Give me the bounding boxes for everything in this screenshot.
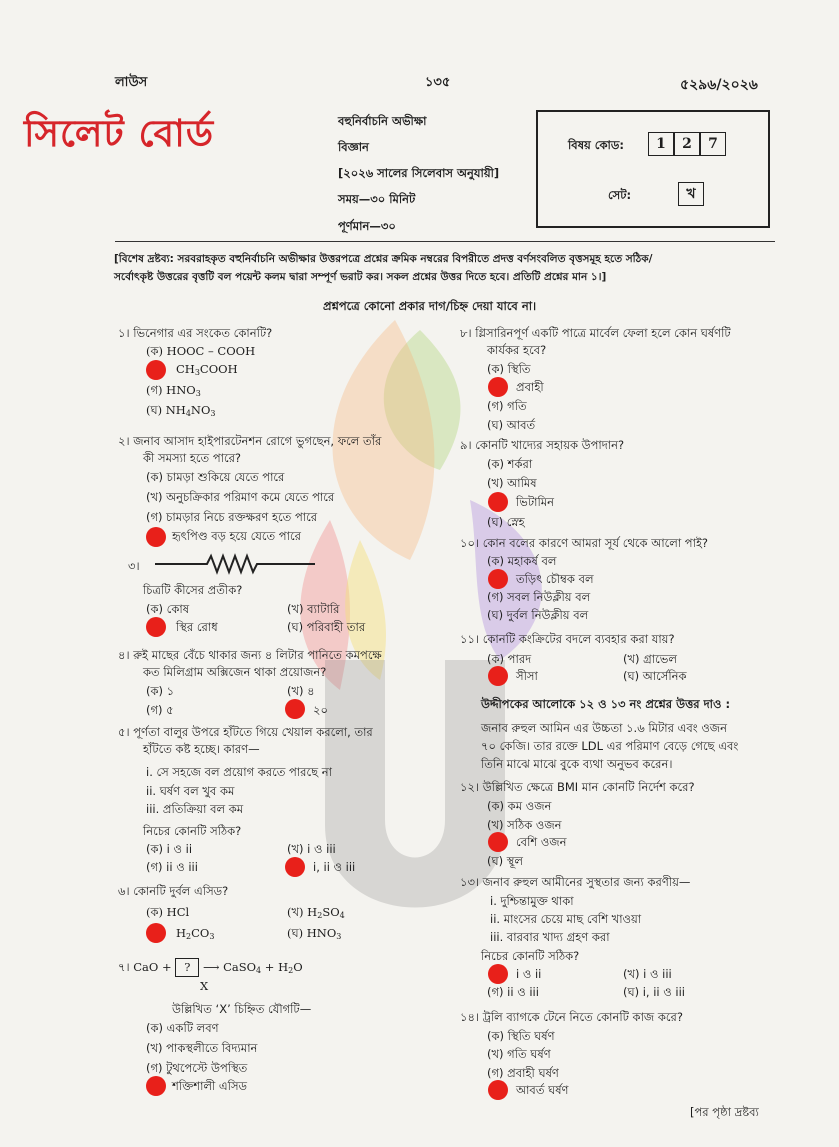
q11-option-a: (ক) পারদ <box>487 652 532 666</box>
q14-option-b: (খ) গতি ঘর্ষণ <box>487 1047 551 1061</box>
next-page-note: [পর পৃষ্ঠা দ্রষ্টব্য <box>690 1105 759 1119</box>
answer-marker <box>488 569 508 589</box>
q11-option-b: (খ) গ্রাভেল <box>623 652 677 666</box>
q4-option-c: (গ) ৫ <box>146 703 174 717</box>
q14-option-c: (গ) প্রবাহী ঘর্ষণ <box>487 1066 559 1080</box>
q7-equation: ৭। CaO + ? ⟶ CaSO$_4$ + $H_2O$ <box>118 960 303 975</box>
q2-option-c: (গ) চামড়ার নিচে রক্তক্ষরণ হতে পারে <box>146 510 318 524</box>
q5-option-a: (ক) i ও ii <box>146 842 193 856</box>
answer-marker <box>285 699 305 719</box>
stem-title: উদ্দীপকের আলোকে ১২ ও ১৩ নং প্রশ্নের উত্তর দাও : <box>481 697 731 711</box>
answer-marker <box>488 832 508 852</box>
answer-marker <box>488 666 508 686</box>
q13-option-d: (ঘ) i, ii ও iii <box>623 985 685 999</box>
q12-option-d: (ঘ) স্থূল <box>487 854 523 868</box>
q5-statement-iii: iii. প্রতিক্রিয়া বল কম <box>146 802 244 816</box>
answer-marker <box>146 1076 166 1096</box>
q2-text-1: ২। জনাব আসাদ হাইপারটেনশন রোগে ভুগছেন, ফলে তাঁর <box>118 434 382 448</box>
stem-line-1: জনাব রুহুল আমিন এর উচ্চতা ১.৬ মিটার এবং ওজন <box>481 721 727 735</box>
q7-option-b: (খ) পাকস্থলীতে বিদ্যমান <box>146 1041 258 1055</box>
q7-option-d: শক্তিশালী এসিড <box>172 1079 248 1093</box>
q3-option-d: (ঘ) পরিবাহী তার <box>287 620 366 634</box>
q1-option-c: (গ) $HNO_3$ <box>146 383 201 398</box>
q10-option-b: তড়িৎ চৌম্বক বল <box>516 572 594 586</box>
exam-marks: পূর্ণমান—৩০ <box>338 219 396 233</box>
q2-text-2: কী সমস্যা হতে পারে? <box>143 451 242 465</box>
q9-option-a: (ক) শর্করা <box>487 457 533 471</box>
q14-option-d: আবর্ত ঘর্ষণ <box>516 1083 569 1097</box>
set-label: সেট: <box>608 188 632 202</box>
q3-text: চিত্রটি কীসের প্রতীক? <box>143 583 243 597</box>
q13-option-c: (গ) ii ও iii <box>487 985 539 999</box>
q3-option-c: স্থির রোধ <box>176 620 218 634</box>
instruction-line-1: [বিশেষ দ্রষ্টব্য: সরবরাহকৃত বহুনির্বাচনি অভীক্ষার উত্তরপত্রে প্রশ্নের ক্রমিক নম্বরের বিপরীতে প্রদত্ত বর্ণসংবলিত বৃত্তসমূহ হতে সঠিক/ <box>114 253 653 265</box>
q6-option-b: (খ) $H_2SO_4$ <box>287 905 345 920</box>
q10-option-d: (ঘ) দুর্বল নিউক্লীয় বল <box>487 608 589 622</box>
code-digit: 1 <box>648 132 674 156</box>
q13-statement-iii: iii. বারবার খাদ্য গ্রহণ করা <box>490 930 610 944</box>
q13-ask: নিচের কোনটি সঠিক? <box>481 949 580 963</box>
q14-text: ১৪। ট্রলি ব্যাগকে টেনে নিতে কোনটি কাজ করে? <box>460 1010 683 1024</box>
q4-text-1: ৪। রুই মাছের বেঁচে থাকার জন্য ৪ লিটার পানিতে কমপক্ষে <box>118 648 382 662</box>
q12-text: ১২। উল্লিখিত ক্ষেত্রে BMI মান কোনটি নির্দেশ করে? <box>460 780 695 794</box>
instruction-line-2: সর্বোৎকৃষ্ট উত্তরের বৃত্তটি বল পয়েন্ট কলম দ্বারা সম্পূর্ণ ভরাট কর। সকল প্রশ্নের উত্তর দিতে হবে। প্রতিটি প্রশ্নের মান ১।] <box>114 271 607 283</box>
q14-option-a: (ক) স্থিতি ঘর্ষণ <box>487 1029 555 1043</box>
q12-option-b: (খ) সঠিক ওজন <box>487 818 562 832</box>
q13-statement-ii: ii. মাংসের চেয়ে মাছ বেশি খাওয়া <box>490 912 642 926</box>
q8-text-2: কার্যকর হবে? <box>487 343 547 357</box>
answer-marker <box>146 617 166 637</box>
q1-option-a: (ক) HOOC – COOH <box>146 344 256 358</box>
q10-option-c: (গ) সবল নিউক্লীয় বল <box>487 590 591 604</box>
q4-text-2: কত মিলিগ্রাম অক্সিজেন থাকা প্রয়োজন? <box>143 665 327 679</box>
q2-option-d: হৃৎপিণ্ড বড় হয়ে যেতে পারে <box>172 529 301 543</box>
answer-marker <box>488 377 508 397</box>
exam-syllabus: [২০২৬ সালের সিলেবাস অনুযায়ী] <box>338 166 500 180</box>
q2-option-b: (খ) অনুচক্রিকার পরিমাণ কমে যেতে পারে <box>146 490 335 504</box>
q10-option-a: (ক) মহাকর্ষ বল <box>487 554 557 568</box>
q8-option-b: প্রবাহী <box>516 380 544 394</box>
q11-text: ১১। কোনটি কংক্রিটের বদলে ব্যবহার করা যায়? <box>460 632 675 646</box>
q1-text: ১। ভিনেগার এর সংকেত কোনটি? <box>118 326 273 340</box>
stem-line-3: তিনি মাঝে মাঝে বুকে ব্যথা অনুভব করেন। <box>481 757 673 771</box>
q3-option-b: (খ) ব্যাটারি <box>287 602 340 616</box>
answer-marker <box>146 923 166 943</box>
q6-option-c: $H_2CO_3$ <box>176 926 215 941</box>
q3-option-a: (ক) কোষ <box>146 602 190 616</box>
subject-code-cells <box>648 132 726 156</box>
q9-text: ৯। কোনটি খাদ্যের সহায়ক উপাদান? <box>460 438 625 452</box>
answer-marker <box>488 964 508 984</box>
q7-ask: উল্লিখিত ‘X’ চিহ্নিত যৌগটি— <box>172 1002 312 1016</box>
q9-option-c: ভিটামিন <box>516 495 554 509</box>
q5-option-c: (গ) ii ও iii <box>146 860 198 874</box>
answer-marker <box>146 360 166 380</box>
board-title: সিলেট বোর্ড <box>24 112 215 155</box>
q11-option-d: (ঘ) আর্সেনিক <box>623 669 687 683</box>
q7-x-label: X <box>200 979 209 993</box>
q13-option-b: (খ) i ও iii <box>623 967 672 981</box>
q12-option-a: (ক) কম ওজন <box>487 799 552 813</box>
q6-text: ৬। কোনটি দুর্বল এসিড? <box>118 884 229 898</box>
q9-option-d: (ঘ) স্নেহ <box>487 515 525 529</box>
code-digit: 7 <box>700 132 726 156</box>
exam-time: সময়—৩০ মিনিট <box>338 192 416 206</box>
q4-option-a: (ক) ১ <box>146 684 175 698</box>
q6-option-a: (ক) HCl <box>146 905 190 919</box>
code-box <box>536 110 770 228</box>
exam-subject: বিজ্ঞান <box>338 140 369 154</box>
q13-text: ১৩। জনাব রুহুল আমীনের সুস্থতার জন্য করণীয়— <box>460 875 691 889</box>
q8-option-d: (ঘ) আবর্ত <box>487 418 536 432</box>
q7-option-c: (গ) টুথপেস্টে উপস্থিত <box>146 1061 248 1075</box>
q4-option-d: ২০ <box>313 703 328 717</box>
q13-option-a: i ও ii <box>516 967 542 981</box>
q10-text: ১০। কোন বলের কারণে আমরা সূর্য থেকে আলো পাই? <box>460 536 709 550</box>
q8-option-a: (ক) স্থিতি <box>487 362 531 376</box>
divider <box>115 241 775 242</box>
q5-text-2: হাঁটতে কষ্ট হচ্ছে। কারণ— <box>143 742 260 756</box>
q1-option-d: (ঘ) $NH_4NO_3$ <box>146 403 216 418</box>
code-digit: 2 <box>674 132 700 156</box>
instructions <box>114 250 786 286</box>
answer-marker <box>488 492 508 512</box>
q12-option-c: বেশি ওজন <box>516 835 567 849</box>
q13-statement-i: i. দুশ্চিন্তামুক্ত থাকা <box>490 894 574 908</box>
header-left: লাউস <box>115 75 148 90</box>
q5-text-1: ৫। পূর্ণতা বালুর উপরে হাঁটতে গিয়ে খেয়াল করলো, তার <box>118 725 373 739</box>
q4-option-b: (খ) ৪ <box>287 684 315 698</box>
q8-text-1: ৮। গ্লিসারিনপূর্ণ একটি পাত্রে মার্বেল ফেলা হলে কোন ঘর্ষণটি <box>460 326 731 340</box>
q1-option-b: $CH_3COOH$ <box>176 362 238 377</box>
answer-marker <box>146 527 166 547</box>
q6-option-d: (ঘ) $HNO_3$ <box>287 926 342 941</box>
q5-ask: নিচের কোনটি সঠিক? <box>143 824 242 838</box>
q3-number: ৩। <box>128 559 140 573</box>
q5-statement-i: i. সে সহজে বল প্রয়োগ করতে পারছে না <box>146 765 332 779</box>
stem-line-2: ৭০ কেজি। তার রক্তে LDL এর পরিমাণ বেড়ে গেছে এবং <box>481 739 739 753</box>
q8-option-c: (গ) গতি <box>487 399 527 413</box>
q11-option-c: সীসা <box>516 669 538 683</box>
q9-option-b: (খ) আমিষ <box>487 476 537 490</box>
q5-statement-ii: ii. ঘর্ষণ বল খুব কম <box>146 784 235 798</box>
answer-marker <box>488 1080 508 1100</box>
q7-option-a: (ক) একটি লবণ <box>146 1021 219 1035</box>
exam-title: বহুনির্বাচনি অভীক্ষা <box>338 114 427 128</box>
watermark-flame-green <box>384 330 461 470</box>
subject-code-label: বিষয় কোড: <box>568 138 624 152</box>
q5-option-b: (খ) i ও iii <box>287 842 336 856</box>
question-code: ৫২৯৬/২০২৬ <box>680 77 758 93</box>
set-code: খ <box>678 182 704 206</box>
q2-option-a: (ক) চামড়া শুকিয়ে যেতে পারে <box>146 470 285 484</box>
warning-text: প্রশ্নপত্রে কোনো প্রকার দাগ/চিহ্ন দেয়া যাবে না। <box>323 299 537 313</box>
resistor-symbol-icon <box>155 553 325 575</box>
q5-option-d: i, ii ও iii <box>313 860 356 874</box>
answer-marker <box>285 857 305 877</box>
page-number: ১৩৫ <box>425 75 451 90</box>
